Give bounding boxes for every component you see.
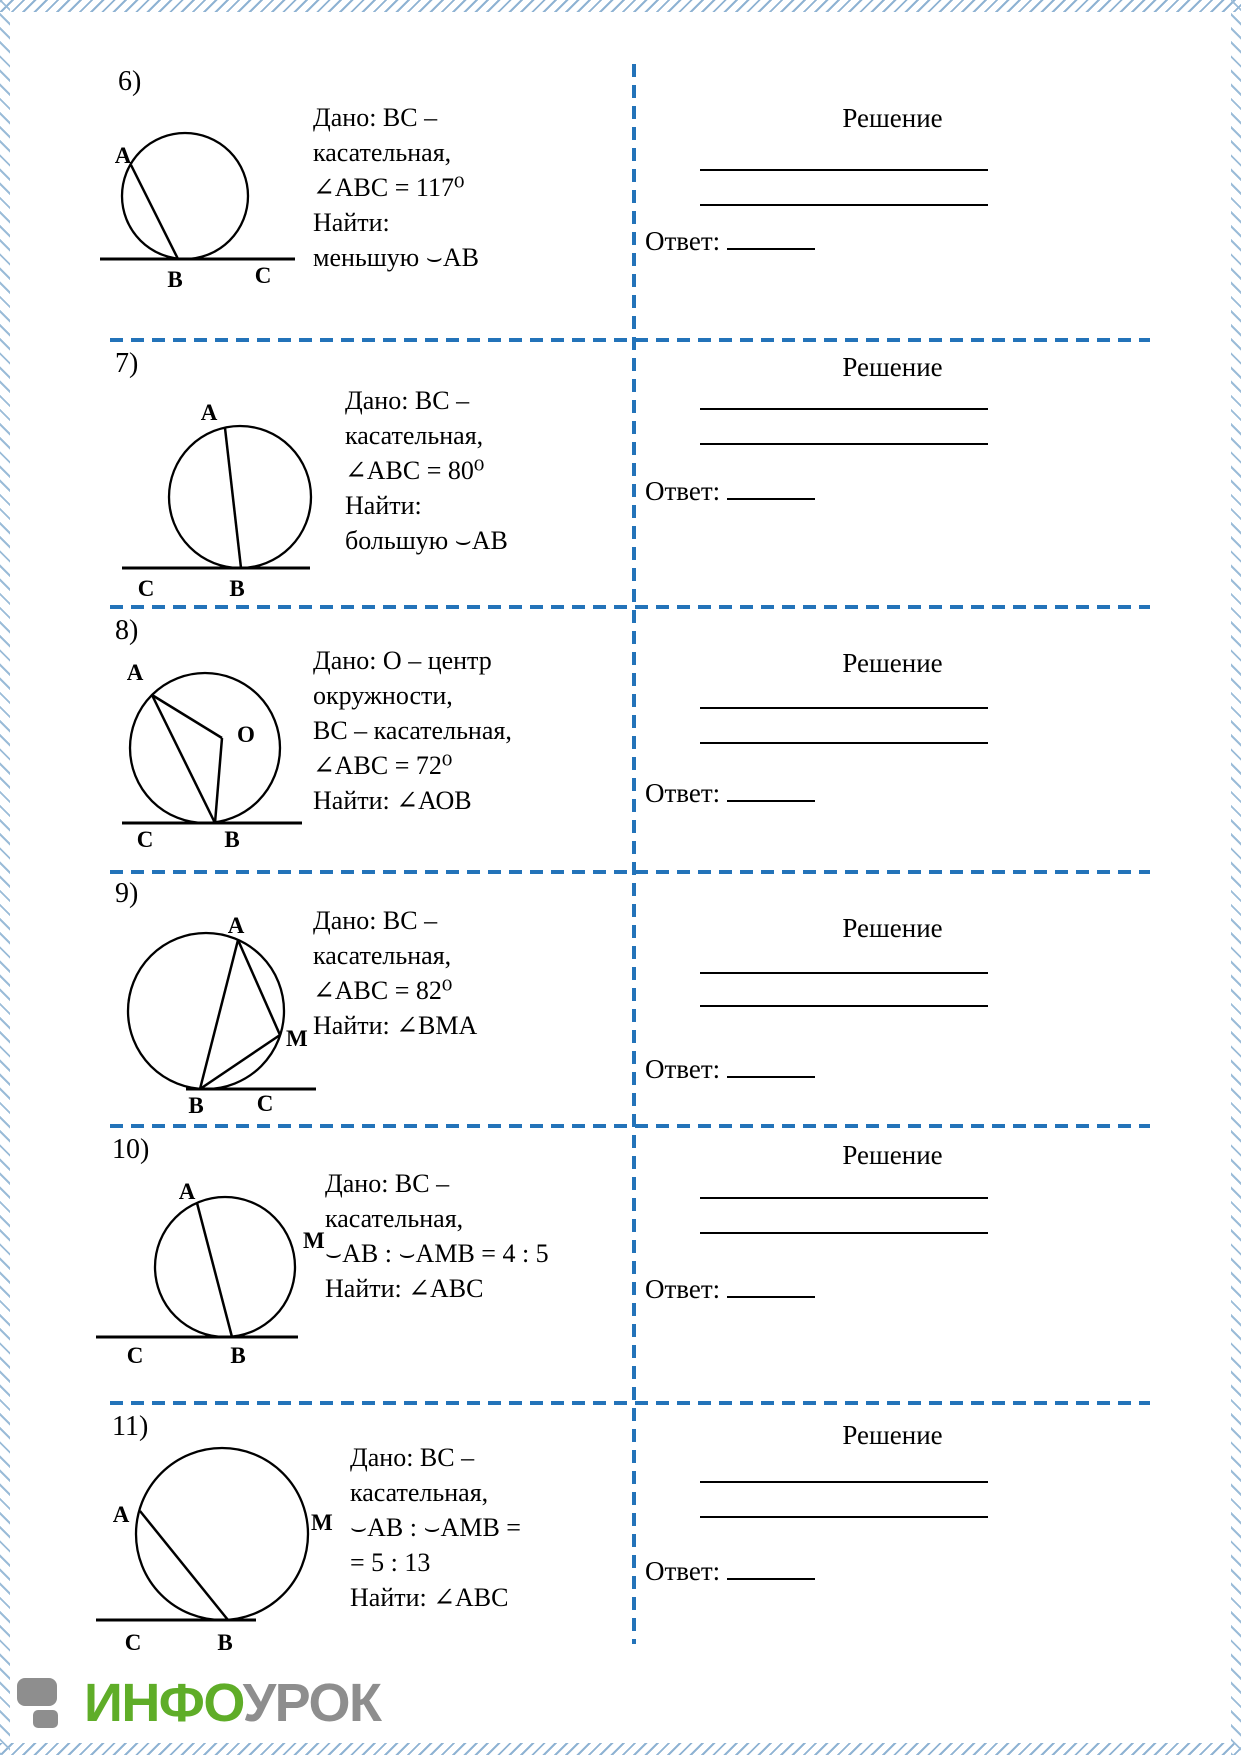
given-line: Дано: О – центр: [313, 646, 492, 675]
answer-row: [645, 1274, 815, 1305]
point-label-c: С: [124, 1630, 142, 1655]
given-line: Дано: ВС –: [313, 906, 438, 935]
given-line: касательная,: [313, 941, 452, 970]
answer-row: [645, 778, 815, 809]
solution-heading: Решение: [842, 103, 943, 133]
answer-label: Ответ:: [645, 226, 721, 256]
center-label-o: О: [237, 722, 255, 747]
point-label-a: А: [112, 1502, 130, 1527]
given-text: [313, 903, 477, 1043]
given-line: Найти: ∠АВС: [350, 1583, 509, 1612]
point-label-m: М: [286, 1026, 308, 1051]
given-line: меньшую ⌣АВ: [313, 243, 479, 272]
answer-blank: [727, 1056, 815, 1078]
problem-10: [0, 1124, 1241, 1401]
given-line: касательная,: [350, 1478, 489, 1507]
given-line: Найти:: [345, 491, 422, 520]
point-label-b: В: [229, 576, 245, 601]
problem-6: [0, 12, 1241, 340]
problem-number: 10): [112, 1134, 150, 1165]
solution-heading: Решение: [842, 352, 943, 382]
solution-blank-line: [700, 1005, 988, 1007]
given-line: Найти: ∠ВМА: [313, 1011, 478, 1040]
given-line: большую ⌣АВ: [345, 526, 508, 555]
solution-blank-line: [700, 1481, 988, 1483]
point-label-a: А: [126, 660, 144, 685]
circle: [122, 133, 248, 259]
answer-blank: [727, 228, 815, 250]
solution-heading: Решение: [842, 648, 943, 678]
solution-blank-line: [700, 972, 988, 974]
circle: [155, 1197, 295, 1337]
hatch-border-bottom: [0, 1743, 1241, 1755]
point-label-b: В: [230, 1343, 246, 1368]
solution-blank-line: [700, 1197, 988, 1199]
logo-text-green: ИНФО: [84, 1673, 243, 1733]
given-line: ∠АВС = 82⁰: [313, 976, 453, 1005]
radius-ob: [215, 738, 222, 823]
infourok-logo-icon: [16, 1674, 74, 1732]
circle-tangent-diagram: [90, 1175, 340, 1375]
answer-label: Ответ:: [645, 1054, 721, 1084]
chord-ab: [140, 1511, 228, 1620]
point-label-a: А: [114, 143, 132, 168]
solution-blank-line: [700, 443, 988, 445]
given-text: [313, 643, 512, 818]
given-text: [325, 1166, 549, 1306]
given-line: ВС – касательная,: [313, 716, 512, 745]
given-line: касательная,: [345, 421, 484, 450]
point-label-b: В: [167, 267, 183, 292]
solution-blank-line: [700, 204, 988, 206]
logo-text-gray: УРОК: [242, 1673, 381, 1733]
point-label-a: А: [227, 913, 245, 938]
given-line: касательная,: [313, 138, 452, 167]
solution-blank-line: [700, 1232, 988, 1234]
given-line: ∠АВС = 72⁰: [313, 751, 453, 780]
infourok-logo-text: [84, 1674, 380, 1732]
point-label-a: А: [178, 1179, 196, 1204]
problem-number: 11): [112, 1411, 149, 1442]
given-line: ∠АВС = 117⁰: [313, 173, 465, 202]
point-label-b: В: [224, 827, 240, 852]
given-line: Дано: ВС –: [325, 1169, 450, 1198]
circle-tangent-diagram: [95, 115, 305, 310]
problem-number: 9): [115, 878, 139, 909]
given-text: [350, 1440, 521, 1615]
given-line: Найти:: [313, 208, 390, 237]
given-line: Дано: ВС –: [313, 103, 438, 132]
circle-tangent-diagram: [85, 1440, 340, 1662]
given-text: [313, 100, 479, 275]
answer-blank: [727, 1558, 815, 1580]
circle-tangent-diagram: [100, 388, 325, 603]
circle: [169, 426, 311, 568]
solution-heading: Решение: [842, 1140, 943, 1170]
solution-heading: Решение: [842, 1420, 943, 1450]
solution-blank-line: [700, 408, 988, 410]
chord-ab: [131, 165, 178, 259]
problem-number: 8): [115, 615, 139, 646]
answer-label: Ответ:: [645, 778, 721, 808]
solution-blank-line: [700, 169, 988, 171]
answer-row: [645, 226, 815, 257]
given-line: Найти: ∠АОВ: [313, 786, 472, 815]
circle-tangent-diagram: [110, 905, 345, 1125]
point-label-c: С: [137, 576, 155, 601]
problem-8: [0, 607, 1241, 870]
problem-7: [0, 340, 1241, 605]
answer-blank: [727, 478, 815, 500]
circle: [136, 1448, 308, 1620]
given-line: Дано: ВС –: [350, 1443, 475, 1472]
answer-row: [645, 1054, 815, 1085]
answer-blank: [727, 1276, 815, 1298]
hatch-border-top: [0, 0, 1241, 12]
given-line: = 5 : 13: [350, 1548, 431, 1577]
answer-label: Ответ:: [645, 1274, 721, 1304]
answer-blank: [727, 780, 815, 802]
given-line: окружности,: [313, 681, 453, 710]
problem-number: 7): [115, 348, 139, 379]
point-label-a: А: [200, 400, 218, 425]
given-line: ⌣АВ : ⌣АМВ = 4 : 5: [325, 1239, 549, 1268]
point-label-c: С: [256, 1091, 274, 1116]
given-line: Дано: ВС –: [345, 386, 470, 415]
solution-blank-line: [700, 742, 988, 744]
point-label-c: С: [136, 827, 154, 852]
chord-ab: [197, 1203, 232, 1337]
given-line: ∠АВС = 80⁰: [345, 456, 485, 485]
circle-tangent-diagram: [105, 640, 330, 862]
problem-9: [0, 870, 1241, 1124]
answer-row: [645, 1556, 815, 1587]
point-label-m: М: [311, 1510, 333, 1535]
answer-label: Ответ:: [645, 1556, 721, 1586]
point-label-m: М: [303, 1228, 325, 1253]
answer-row: [645, 476, 815, 507]
point-label-c: С: [254, 263, 272, 288]
problem-11: [0, 1403, 1241, 1660]
answer-label: Ответ:: [645, 476, 721, 506]
given-line: касательная,: [325, 1204, 464, 1233]
solution-heading: Решение: [842, 913, 943, 943]
solution-blank-line: [700, 1516, 988, 1518]
given-text: [345, 383, 508, 558]
problem-number: 6): [118, 66, 142, 97]
given-line: Найти: ∠АВС: [325, 1274, 484, 1303]
point-label-b: В: [217, 1630, 233, 1655]
given-line: ⌣АВ : ⌣АМВ =: [350, 1513, 521, 1542]
point-label-b: В: [188, 1093, 204, 1118]
point-label-c: С: [126, 1343, 144, 1368]
solution-blank-line: [700, 707, 988, 709]
chord-ab: [225, 428, 241, 568]
